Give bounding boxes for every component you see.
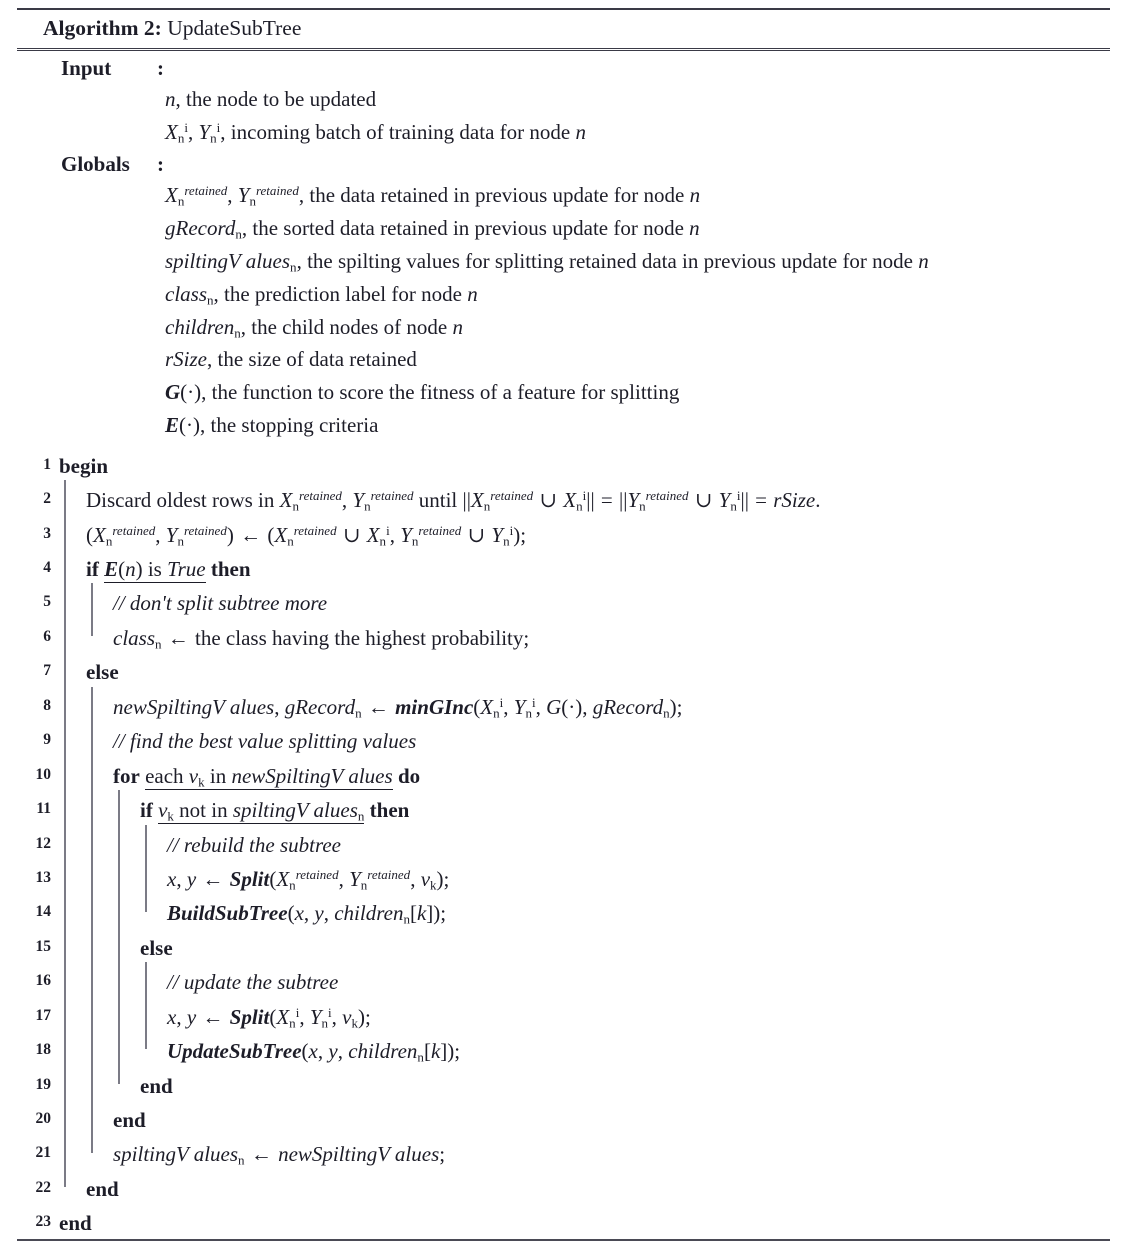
indent-guides	[57, 791, 138, 825]
line-text: end	[86, 1176, 119, 1201]
input-item: $X_n^i$, $Y_n^i$, incoming batch of training data for node n	[165, 120, 586, 146]
globals-header-key: Globals	[61, 151, 130, 176]
algorithm-line	[17, 1101, 1110, 1135]
line-number: 20	[35, 1110, 51, 1128]
line-number: 9	[43, 731, 51, 749]
indent-guide	[138, 1032, 165, 1066]
line-text: end	[113, 1108, 146, 1133]
line-number: 2	[43, 490, 51, 508]
line-text: class$_n$ ← the class having the highest probability;	[113, 625, 530, 652]
indent-guide	[57, 619, 84, 653]
line-number: 4	[43, 559, 51, 577]
algorithm-line	[17, 481, 1110, 515]
line-text: else	[86, 660, 119, 685]
indent-guide	[84, 619, 111, 653]
indent-guide	[138, 860, 165, 894]
indent-guide	[84, 860, 111, 894]
indent-guide	[57, 826, 84, 860]
line-text: else	[140, 935, 173, 960]
algorithm-line	[17, 619, 1110, 653]
indent-guide	[84, 688, 111, 722]
line-text: end	[59, 1211, 92, 1236]
line-number: 16	[35, 972, 51, 990]
algorithm-line	[17, 1170, 1110, 1204]
indent-guide	[138, 826, 165, 860]
line-number: 19	[35, 1075, 51, 1093]
algorithm-line	[17, 826, 1110, 860]
indent-guide	[111, 1067, 138, 1101]
line-text: begin	[59, 453, 109, 478]
algorithm-line	[17, 894, 1110, 928]
algorithm-line	[17, 963, 1110, 997]
indent-guide	[57, 860, 84, 894]
indent-guide	[84, 929, 111, 963]
line-number: 18	[35, 1041, 51, 1059]
globals-item: gRecord$_n$, the sorted data retained in previous update for node n	[165, 215, 700, 242]
globals-header-row	[17, 150, 1110, 180]
indent-guide	[111, 894, 138, 928]
line-number: 11	[36, 800, 51, 818]
indent-guides	[57, 757, 111, 791]
algorithm-line	[17, 722, 1110, 756]
indent-guide	[84, 722, 111, 756]
algorithm-line	[17, 757, 1110, 791]
indent-guide	[57, 1170, 84, 1204]
globals-item: spiltingV alues$_n$, the spilting values for splitting retained data in previous update for node n	[165, 248, 929, 275]
algorithm-line	[17, 653, 1110, 687]
indent-guide	[57, 1067, 84, 1101]
line-number: 12	[35, 834, 51, 852]
input-header-key: Input	[61, 56, 112, 81]
indent-guides	[57, 516, 84, 550]
indent-guides	[57, 550, 84, 584]
indent-guide	[57, 963, 84, 997]
indent-guide	[84, 894, 111, 928]
indent-guide	[111, 826, 138, 860]
algorithm-body	[17, 445, 1110, 1239]
indent-guides	[57, 688, 111, 722]
line-text: UpdateSubTree(x, y, children$_n$[k]);	[167, 1039, 461, 1065]
algorithm-line	[17, 929, 1110, 963]
algorithm-line	[17, 1032, 1110, 1066]
input-header-colon: :	[157, 56, 164, 81]
line-number: 23	[35, 1213, 51, 1231]
algorithm-line	[17, 1067, 1110, 1101]
indent-guide	[57, 584, 84, 618]
indent-guide	[138, 963, 165, 997]
algorithm-line	[17, 860, 1110, 894]
algorithm-line	[17, 791, 1110, 825]
line-text: if $v_k$ not in spiltingV alues$_n$ then	[140, 798, 410, 824]
indent-guide	[111, 1032, 138, 1066]
line-text: end	[140, 1073, 173, 1098]
line-text: newSpiltingV alues, gRecord$_n$ ← $minGInc(X_n^i$, $Y_n^i$, G(·), gRecord$_n$);	[113, 694, 683, 721]
line-number: 5	[43, 593, 51, 611]
line-text: // rebuild the subtree	[167, 832, 341, 857]
indent-guide	[57, 791, 84, 825]
indent-guide	[84, 1067, 111, 1101]
indent-guide	[57, 998, 84, 1032]
line-text: x, y ← $Split(X_n^i$, $Y_n^i$, $v_k$);	[167, 1004, 371, 1031]
indent-guide	[111, 998, 138, 1032]
input-items	[17, 84, 1110, 150]
indent-guide	[84, 963, 111, 997]
globals-items	[17, 179, 1110, 442]
rule-bottom	[17, 1239, 1110, 1241]
indent-guides	[57, 1032, 165, 1066]
globals-item: G(·), the function to score the fitness of a feature for splitting	[165, 380, 680, 405]
indent-guide	[84, 791, 111, 825]
line-text: for each $v_k$ in newSpiltingV alues do	[113, 763, 421, 790]
indent-guides	[57, 1170, 84, 1204]
indent-guides	[57, 929, 138, 963]
algorithm-line	[17, 447, 1110, 481]
line-text: BuildSubTree(x, y, children$_n$[k]);	[167, 901, 447, 928]
globals-item: rSize, the size of data retained	[165, 347, 417, 372]
globals-item: children$_n$, the child nodes of node n	[165, 314, 463, 341]
indent-guide	[57, 688, 84, 722]
line-number: 7	[43, 662, 51, 680]
algorithm-block	[17, 0, 1110, 1241]
line-number: 17	[35, 1006, 51, 1024]
indent-guide	[57, 1135, 84, 1169]
line-text: if E(n) is True then	[86, 557, 251, 582]
input-header-row	[17, 54, 1110, 84]
indent-guide	[84, 757, 111, 791]
indent-guides	[57, 998, 165, 1032]
line-number: 10	[35, 765, 51, 783]
line-number: 8	[43, 696, 51, 714]
indent-guides	[57, 584, 111, 618]
indent-guide	[57, 653, 84, 687]
indent-guide	[111, 860, 138, 894]
indent-guide	[57, 894, 84, 928]
algorithm-caption-name: UpdateSubTree	[167, 16, 302, 40]
indent-guides	[57, 619, 111, 653]
algorithm-line	[17, 1204, 1110, 1238]
indent-guides	[57, 1101, 111, 1135]
line-number: 14	[35, 903, 51, 921]
indent-guide	[57, 929, 84, 963]
indent-guide	[84, 826, 111, 860]
indent-guide	[57, 550, 84, 584]
indent-guide	[84, 1135, 111, 1169]
line-number: 6	[43, 627, 51, 645]
line-number: 1	[43, 455, 51, 473]
indent-guide	[84, 1032, 111, 1066]
algorithm-caption-label: Algorithm 2:	[43, 16, 162, 40]
indent-guides	[57, 722, 111, 756]
line-text: // update the subtree	[167, 970, 339, 995]
globals-header-colon: :	[157, 151, 164, 176]
line-number: 22	[35, 1178, 51, 1196]
indent-guide	[111, 791, 138, 825]
algorithm-line	[17, 998, 1110, 1032]
input-item: n, the node to be updated	[165, 87, 377, 112]
indent-guides	[57, 963, 165, 997]
algorithm-line	[17, 584, 1110, 618]
line-text: Discard oldest rows in $X_n^{retained}$, $Y_n^{retained}$ until $||X_n^{retained}$ ∪ $X_n^i|| = ||Y_n^{retained}$ ∪ $Y_n^i||$ = rSize.	[86, 488, 821, 514]
algorithm-line	[17, 516, 1110, 550]
indent-guide	[111, 963, 138, 997]
indent-guides	[57, 826, 165, 860]
globals-item: $X_n^{retained}$, $Y_n^{retained}$, the data retained in previous update for node n	[165, 182, 701, 209]
line-number: 21	[35, 1144, 51, 1162]
indent-guide	[57, 1101, 84, 1135]
algorithm-header-section	[17, 51, 1110, 445]
indent-guides	[57, 1135, 111, 1169]
indent-guide	[84, 1101, 111, 1135]
indent-guide	[138, 894, 165, 928]
indent-guide	[111, 929, 138, 963]
indent-guide	[84, 998, 111, 1032]
indent-guides	[57, 1067, 138, 1101]
indent-guide	[57, 722, 84, 756]
line-text: x, y ← $Split(X_n^{retained}$, $Y_n^{retained}$, $v_k$);	[167, 866, 450, 893]
indent-guides	[57, 860, 165, 894]
indent-guide	[57, 516, 84, 550]
algorithm-line	[17, 1135, 1110, 1169]
algorithm-line	[17, 688, 1110, 722]
line-text: // find the best value splitting values	[113, 729, 417, 754]
indent-guide	[84, 584, 111, 618]
indent-guide	[57, 1032, 84, 1066]
indent-guides	[57, 894, 165, 928]
algorithm-caption	[17, 10, 1110, 48]
line-number: 3	[43, 524, 51, 542]
indent-guide	[138, 998, 165, 1032]
globals-item: E(·), the stopping criteria	[165, 413, 379, 438]
line-text: // don't split subtree more	[113, 591, 328, 616]
indent-guide	[57, 481, 84, 515]
line-number: 15	[35, 937, 51, 955]
algorithm-line	[17, 550, 1110, 584]
indent-guides	[57, 653, 84, 687]
globals-item: class$_n$, the prediction label for node n	[165, 281, 478, 308]
line-text: ($X_n^{retained}$, $Y_n^{retained}$) ← ($X_n^{retained}$ ∪ $X_n^i$, $Y_n^{retained}$ ∪ $Y_n^i$);	[86, 522, 527, 549]
indent-guides	[57, 481, 84, 515]
indent-guide	[57, 757, 84, 791]
line-number: 13	[35, 868, 51, 886]
line-text: spiltingV alues$_n$ ← newSpiltingV alues;	[113, 1142, 446, 1169]
